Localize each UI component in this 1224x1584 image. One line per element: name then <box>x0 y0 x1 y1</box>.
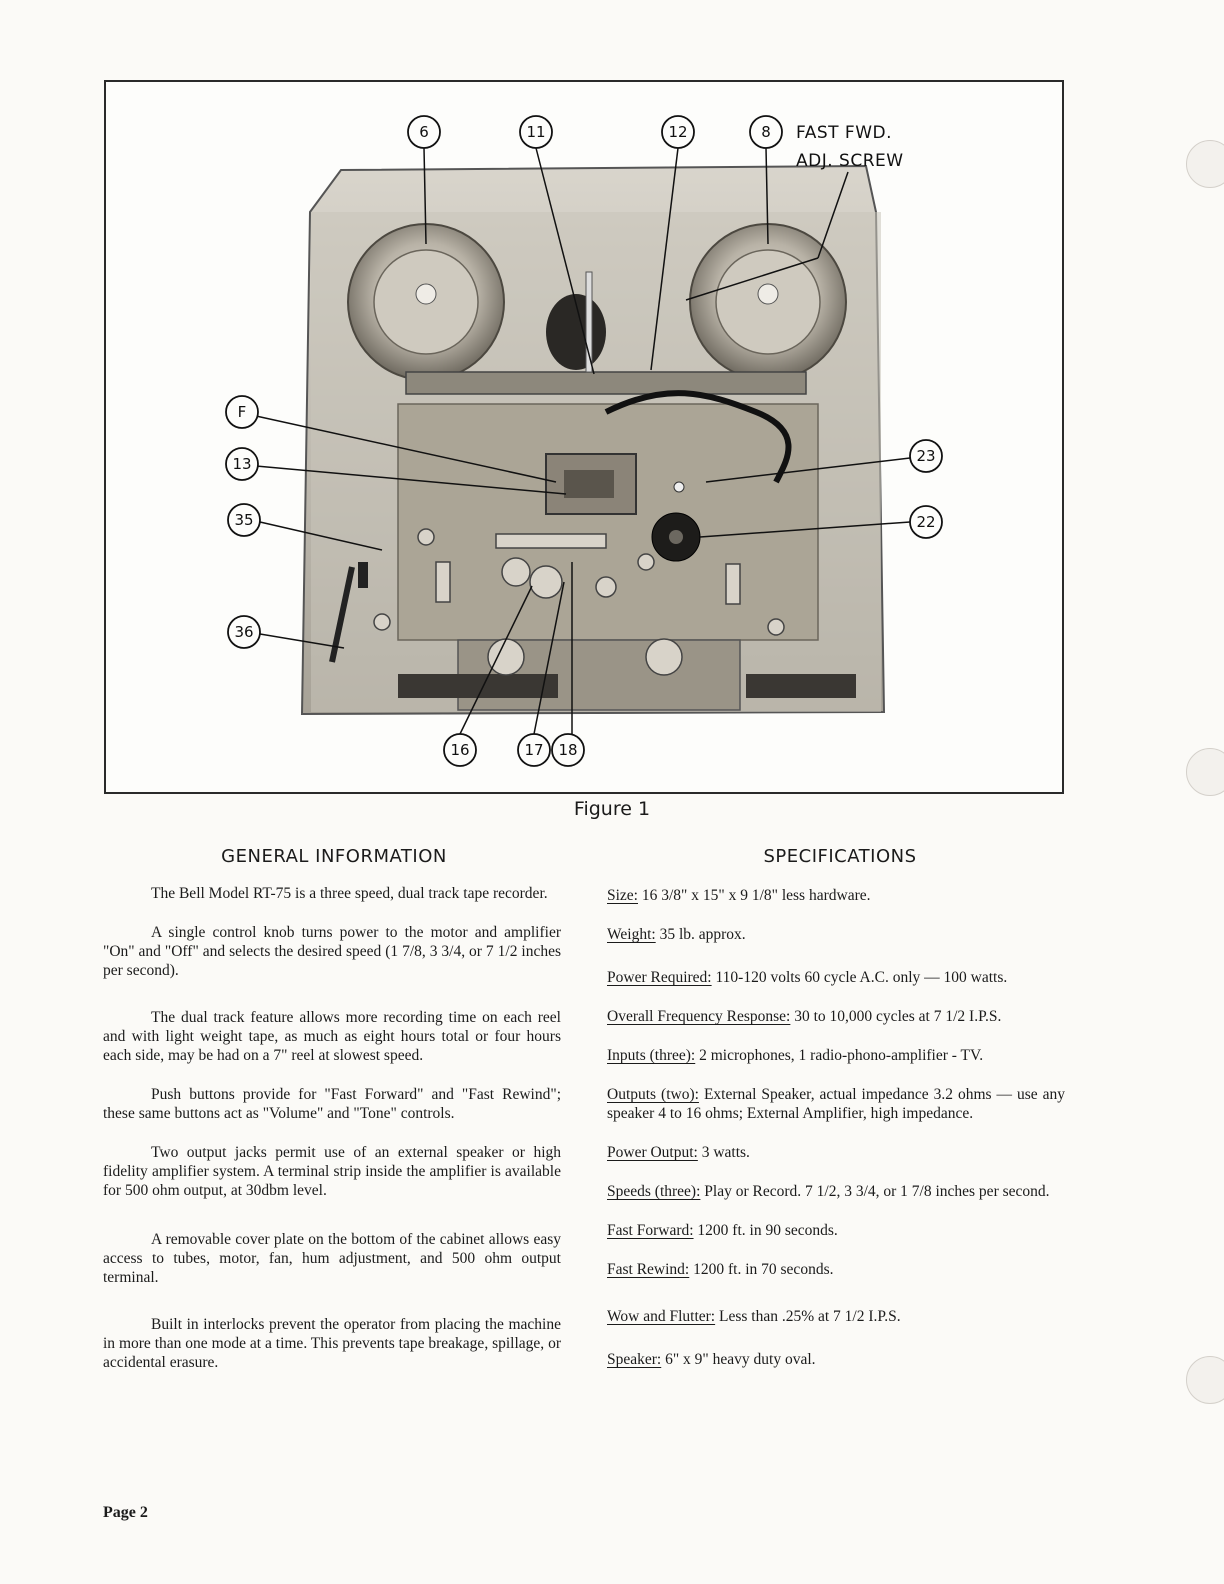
svg-text:22: 22 <box>916 513 936 531</box>
spec-item-power-output: Power Output: 3 watts. <box>607 1144 750 1161</box>
spring-bracket <box>358 562 368 588</box>
spec-item-wow-flutter: Wow and Flutter: Less than .25% at 7 1/2 I.P.S. <box>607 1308 901 1325</box>
page-number: Page 2 <box>103 1504 148 1521</box>
svg-text:17: 17 <box>524 741 544 759</box>
fast-fwd-note-line1: FAST FWD. <box>796 123 893 143</box>
callout-8 <box>750 116 782 148</box>
svg-text:12: 12 <box>668 123 688 141</box>
spec-item-speaker: Speaker: 6" x 9" heavy duty oval. <box>607 1351 816 1368</box>
svg-text:23: 23 <box>916 447 936 465</box>
general-paragraph: A removable cover plate on the bottom of the cabinet allows easy access to tubes, motor, fan, hum adjustment, and 500 ohm output terminal. <box>103 1231 561 1286</box>
binder-hole-bottom <box>1186 1356 1224 1404</box>
spec-item-inputs: Inputs (three): 2 microphones, 1 radio-phono-amplifier - TV. <box>607 1047 984 1064</box>
head-assembly <box>546 454 636 514</box>
right-reel-spindle <box>690 224 846 380</box>
callout-36 <box>228 616 260 648</box>
general-paragraph: Push buttons provide for "Fast Forward" and "Fast Rewind"; these same buttons act as "Volume" and "Tone" controls. <box>103 1086 561 1122</box>
spec-item-power-required: Power Required: 110-120 volts 60 cycle A.C. only — 100 watts. <box>607 969 1008 986</box>
binder-hole-middle <box>1186 748 1224 796</box>
svg-text:6: 6 <box>419 123 429 141</box>
svg-text:8: 8 <box>761 123 771 141</box>
svg-text:18: 18 <box>558 741 578 759</box>
callout-23 <box>910 440 942 472</box>
general-information-column <box>103 884 561 1372</box>
left-reel-spindle <box>348 224 504 380</box>
callout-35 <box>228 504 260 536</box>
callout-F <box>226 396 258 428</box>
svg-text:13: 13 <box>232 455 252 473</box>
svg-text:F: F <box>237 403 247 421</box>
callout-18 <box>552 734 584 766</box>
general-paragraph: The Bell Model RT-75 is a three speed, dual track tape recorder. <box>151 885 548 902</box>
general-paragraph: Two output jacks permit use of an external speaker or high fidelity amplifier system. A terminal strip inside the amplifier is available for 500 ohm output, at 30dbm level. <box>103 1144 561 1199</box>
general-paragraph: Built in interlocks prevent the operator from placing the machine in more than one mode at a time. This prevents tape breakage, spillage, or accidental erasure. <box>103 1316 561 1371</box>
spec-item-weight: Weight: 35 lb. approx. <box>607 926 746 943</box>
spec-item-frequency-response: Overall Frequency Response: 30 to 10,000 cycles at 7 1/2 I.P.S. <box>607 1008 1002 1025</box>
callout-17 <box>518 734 550 766</box>
tape-deck-photo <box>106 82 1062 792</box>
fast-fwd-note-line2: ADJ. SCREW <box>796 151 904 171</box>
general-paragraph: A single control knob turns power to the motor and amplifier "On" and "Off" and selects the desired speed (1 7/8, 3 3/4, or 7 1/2 inches per second). <box>103 924 561 979</box>
pinch-roller <box>652 513 700 561</box>
svg-text:11: 11 <box>526 123 546 141</box>
svg-text:35: 35 <box>234 511 254 529</box>
callout-13 <box>226 448 258 480</box>
general-paragraph: The dual track feature allows more recording time on each reel and with light weight tape, as much as eight hours total or four hours each side, may be had on a 7" reel at slowest speed. <box>103 1009 561 1064</box>
spec-item-fast-forward: Fast Forward: 1200 ft. in 90 seconds. <box>607 1222 838 1239</box>
figure-caption: Figure 1 <box>573 798 651 820</box>
callout-12 <box>662 116 694 148</box>
svg-text:36: 36 <box>234 623 254 641</box>
binder-hole-top <box>1186 140 1224 188</box>
spec-item-size: Size: 16 3/8" x 15" x 9 1/8" less hardware. <box>607 887 871 904</box>
callout-22 <box>910 506 942 538</box>
callout-11 <box>520 116 552 148</box>
spec-item-speeds: Speeds (three): Play or Record. 7 1/2, 3 3/4, or 1 7/8 inches per second. <box>607 1183 1050 1200</box>
callout-6 <box>408 116 440 148</box>
spec-item-fast-rewind: Fast Rewind: 1200 ft. in 70 seconds. <box>607 1261 834 1278</box>
brake-arm <box>406 372 806 394</box>
spec-item-outputs: Outputs (two): External Speaker, actual impedance 3.2 ohms — use any speaker 4 to 16 ohms; External Amplifier, high impedance. <box>607 1086 1066 1122</box>
capstan <box>674 482 684 492</box>
general-information-heading: GENERAL INFORMATION <box>221 846 447 867</box>
svg-text:16: 16 <box>450 741 470 759</box>
figure-frame <box>104 80 1064 794</box>
specifications-heading: SPECIFICATIONS <box>763 846 917 867</box>
callout-16 <box>444 734 476 766</box>
specifications-column <box>607 886 1065 1369</box>
